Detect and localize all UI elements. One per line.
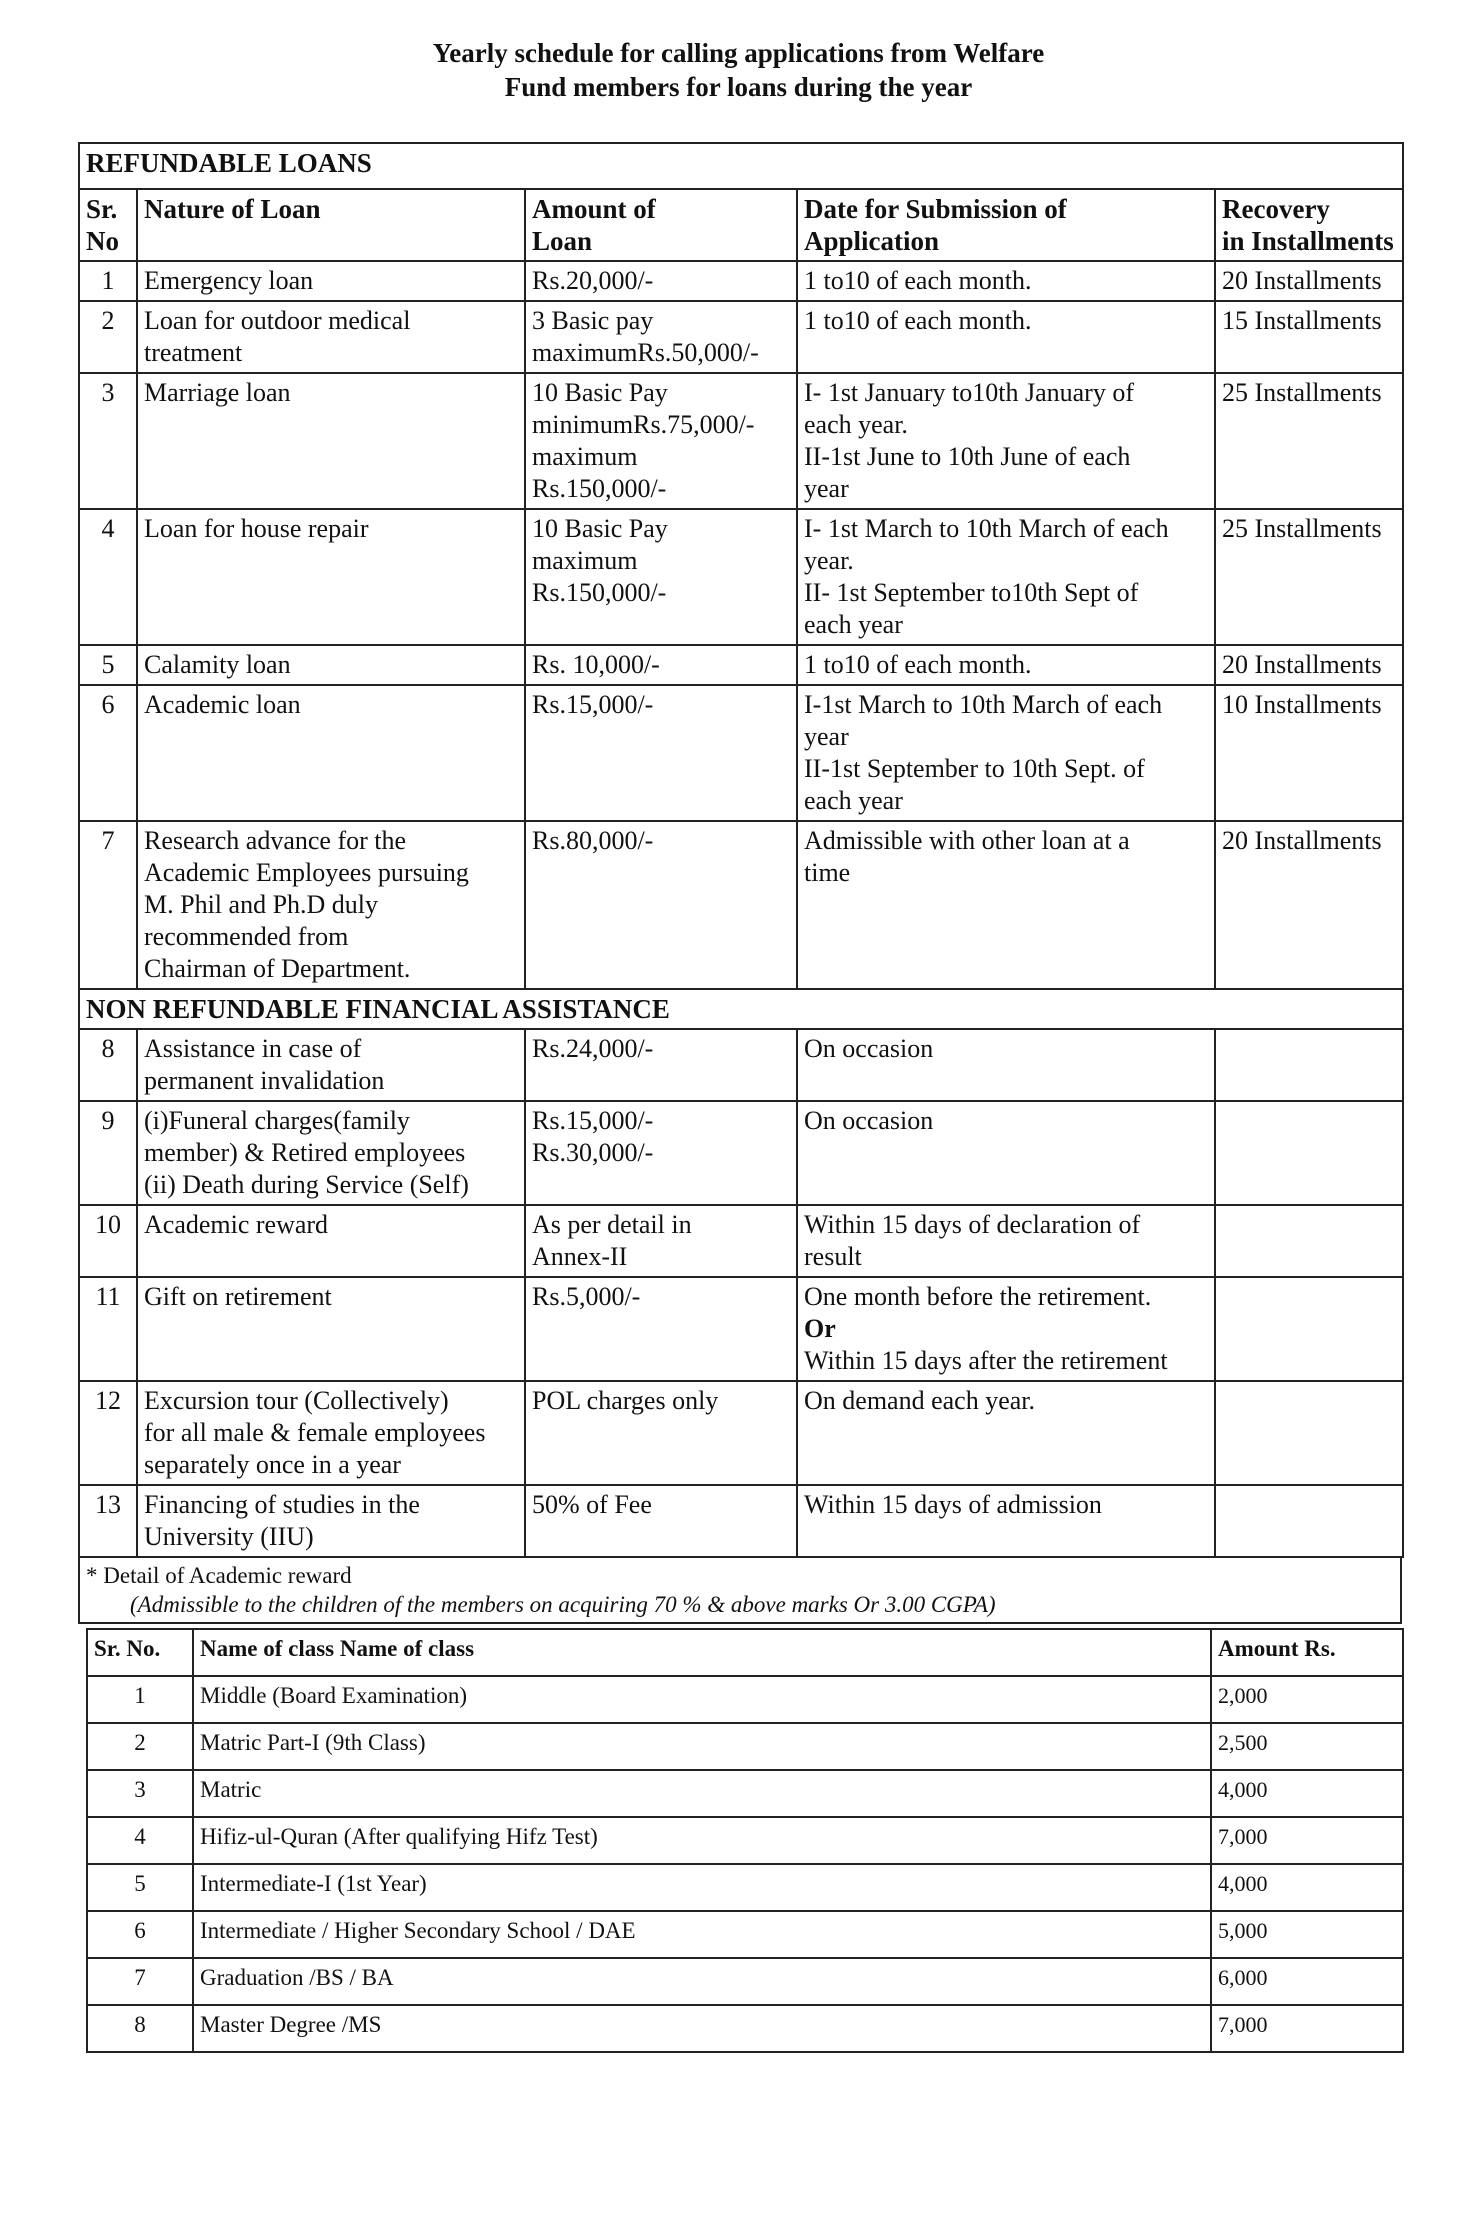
date-line: result (804, 1242, 862, 1271)
nature-line: Financing of studies in the (144, 1490, 420, 1519)
reward-amount-cell: 2,500 (1211, 1723, 1403, 1770)
loan-row (79, 261, 1403, 301)
amount-line: 50% of Fee (532, 1490, 652, 1519)
reward-sr-cell: 3 (87, 1770, 193, 1817)
nature-line: Loan for house repair (144, 514, 369, 543)
loans-table (78, 142, 1404, 1558)
date-line: each year. (804, 410, 908, 439)
reward-name-cell: Hifiz-ul-Quran (After qualifying Hifz Test) (193, 1817, 1211, 1864)
title-line-1: Yearly schedule for calling applications from Welfare (432, 38, 1045, 68)
amount-line: Rs.15,000/- (532, 1106, 654, 1135)
recovery-cell (1215, 1029, 1403, 1101)
date-line: year (804, 474, 849, 503)
date-cell (797, 1485, 1215, 1557)
date-line: 1 to10 of each month. (804, 650, 1032, 679)
date-cell (797, 301, 1215, 373)
date-line: Or (804, 1314, 836, 1343)
loan-row (79, 685, 1403, 821)
date-line: I-1st March to 10th March of each (804, 690, 1163, 719)
reward-amount-cell: 4,000 (1211, 1770, 1403, 1817)
nature-line: Assistance in case of (144, 1034, 362, 1063)
loans-header-row (79, 189, 1403, 261)
nature-cell (137, 1277, 525, 1381)
sr-cell: 8 (79, 1029, 137, 1101)
amount-cell (525, 1029, 797, 1101)
header-date-line: Date for Submission of (804, 194, 1067, 224)
amount-line: maximum (532, 442, 638, 471)
date-cell (797, 1205, 1215, 1277)
nature-cell (137, 1381, 525, 1485)
reward-note (79, 1557, 1401, 1623)
reward-amount-cell: 5,000 (1211, 1911, 1403, 1958)
date-cell (797, 261, 1215, 301)
date-cell (797, 1029, 1215, 1101)
reward-sr-cell: 2 (87, 1723, 193, 1770)
date-line: 1 to10 of each month. (804, 306, 1032, 335)
nature-line: member) & Retired employees (144, 1138, 466, 1167)
title-line-2: Fund members for loans during the year (504, 72, 973, 102)
reward-row (87, 1817, 1403, 1864)
amount-line: 10 Basic Pay (532, 378, 668, 407)
sr-cell: 5 (79, 645, 137, 685)
recovery-cell: 20 Installments (1215, 261, 1403, 301)
reward-row (87, 2005, 1403, 2052)
reward-row (87, 1770, 1403, 1817)
loan-row (79, 1101, 1403, 1205)
reward-name-cell: Intermediate / Higher Secondary School / DAE (193, 1911, 1211, 1958)
nature-cell (137, 1029, 525, 1101)
header-amount-line: Loan (532, 226, 593, 256)
nature-line: treatment (144, 338, 243, 367)
section-title-refundable: REFUNDABLE LOANS (79, 143, 1403, 189)
sr-cell: 6 (79, 685, 137, 821)
amount-cell (525, 1485, 797, 1557)
amount-line: Rs.20,000/- (532, 266, 654, 295)
reward-name-cell: Matric (193, 1770, 1211, 1817)
nature-cell (137, 821, 525, 989)
amount-line: POL charges only (532, 1386, 719, 1415)
nature-line: for all male & female employees (144, 1418, 486, 1447)
reward-sr-cell: 6 (87, 1911, 193, 1958)
date-line: II-1st September to 10th Sept. of (804, 754, 1145, 783)
nature-line: Marriage loan (144, 378, 291, 407)
date-cell (797, 509, 1215, 645)
reward-note-title: * Detail of Academic reward (86, 1563, 352, 1588)
amount-line: 10 Basic Pay (532, 514, 668, 543)
reward-sr-cell: 7 (87, 1958, 193, 2005)
section-title-non-refundable: NON REFUNDABLE FINANCIAL ASSISTANCE (79, 989, 1403, 1029)
recovery-cell: 20 Installments (1215, 645, 1403, 685)
nature-line: Academic Employees pursuing (144, 858, 469, 887)
reward-row (87, 1958, 1403, 2005)
recovery-cell: 15 Installments (1215, 301, 1403, 373)
nature-cell (137, 1485, 525, 1557)
nature-line: Academic loan (144, 690, 301, 719)
reward-row (87, 1864, 1403, 1911)
amount-cell (525, 373, 797, 509)
nature-line: separately once in a year (144, 1450, 401, 1479)
reward-amount-cell: 6,000 (1211, 1958, 1403, 2005)
section-row-non-refundable (79, 989, 1403, 1029)
reward-row (87, 1676, 1403, 1723)
reward-amount-cell: 4,000 (1211, 1864, 1403, 1911)
amount-cell (525, 509, 797, 645)
date-line: Within 15 days after the retirement (804, 1346, 1168, 1375)
sr-cell: 9 (79, 1101, 137, 1205)
header-recovery (1215, 189, 1403, 261)
sr-cell: 1 (79, 261, 137, 301)
amount-line: 3 Basic pay (532, 306, 654, 335)
amount-line: Rs.5,000/- (532, 1282, 641, 1311)
reward-amount-cell: 7,000 (1211, 1817, 1403, 1864)
date-line: Within 15 days of admission (804, 1490, 1102, 1519)
nature-cell (137, 509, 525, 645)
loan-row (79, 1205, 1403, 1277)
amount-line: Rs.24,000/- (532, 1034, 654, 1063)
loan-row (79, 1029, 1403, 1101)
reward-header-row (87, 1629, 1403, 1676)
loan-row (79, 509, 1403, 645)
nature-cell (137, 1101, 525, 1205)
reward-name-cell: Master Degree /MS (193, 2005, 1211, 2052)
nature-line: (ii) Death during Service (Self) (144, 1170, 469, 1199)
date-line: Admissible with other loan at a (804, 826, 1130, 855)
recovery-cell (1215, 1205, 1403, 1277)
sr-cell: 3 (79, 373, 137, 509)
nature-cell (137, 261, 525, 301)
amount-line: Rs.150,000/- (532, 474, 667, 503)
nature-cell (137, 1205, 525, 1277)
sr-cell: 11 (79, 1277, 137, 1381)
amount-cell (525, 1101, 797, 1205)
amount-line: Rs.30,000/- (532, 1138, 654, 1167)
loan-row (79, 1485, 1403, 1557)
nature-line: (i)Funeral charges(family (144, 1106, 410, 1135)
nature-line: Chairman of Department. (144, 954, 411, 983)
reward-name-cell: Intermediate-I (1st Year) (193, 1864, 1211, 1911)
reward-sr-cell: 4 (87, 1817, 193, 1864)
amount-cell (525, 1277, 797, 1381)
sr-cell: 10 (79, 1205, 137, 1277)
sr-cell: 7 (79, 821, 137, 989)
nature-line: Calamity loan (144, 650, 291, 679)
reward-sr-cell: 8 (87, 2005, 193, 2052)
nature-line: Academic reward (144, 1210, 329, 1239)
date-cell (797, 1277, 1215, 1381)
nature-cell (137, 301, 525, 373)
recovery-cell (1215, 1277, 1403, 1381)
nature-line: M. Phil and Ph.D duly (144, 890, 379, 919)
reward-sr-cell: 1 (87, 1676, 193, 1723)
date-line: One month before the retirement. (804, 1282, 1152, 1311)
reward-name-cell: Middle (Board Examination) (193, 1676, 1211, 1723)
date-line: time (804, 858, 851, 887)
loan-row (79, 301, 1403, 373)
reward-header-name: Name of class Name of class (193, 1629, 1211, 1676)
header-recovery-line: Recovery (1222, 194, 1330, 224)
sr-cell: 4 (79, 509, 137, 645)
amount-line: Annex-II (532, 1242, 628, 1271)
loan-row (79, 1277, 1403, 1381)
reward-name-cell: Graduation /BS / BA (193, 1958, 1211, 2005)
nature-line: Emergency loan (144, 266, 314, 295)
date-cell (797, 685, 1215, 821)
amount-line: Rs.80,000/- (532, 826, 654, 855)
amount-cell (525, 821, 797, 989)
header-sr (79, 189, 137, 261)
reward-row (87, 1723, 1403, 1770)
header-sr-line: No (86, 226, 119, 256)
header-amount (525, 189, 797, 261)
header-recovery-line: in Installments (1222, 226, 1394, 256)
date-line: On occasion (804, 1034, 934, 1063)
sr-cell: 13 (79, 1485, 137, 1557)
date-line: year (804, 722, 849, 751)
amount-line: As per detail in (532, 1210, 692, 1239)
date-line: year. (804, 546, 854, 575)
amount-cell (525, 261, 797, 301)
sr-cell: 2 (79, 301, 137, 373)
reward-header-sr: Sr. No. (87, 1629, 193, 1676)
nature-line: permanent invalidation (144, 1066, 385, 1095)
nature-line: recommended from (144, 922, 349, 951)
date-line: each year (804, 786, 903, 815)
loan-row (79, 821, 1403, 989)
amount-line: Rs.15,000/- (532, 690, 654, 719)
recovery-cell: 20 Installments (1215, 821, 1403, 989)
date-line: Within 15 days of declaration of (804, 1210, 1141, 1239)
academic-reward-table (86, 1628, 1404, 2053)
reward-amount-cell: 7,000 (1211, 2005, 1403, 2052)
nature-line: Excursion tour (Collectively) (144, 1386, 449, 1415)
nature-line: Loan for outdoor medical (144, 306, 411, 335)
reward-header-amount: Amount Rs. (1211, 1629, 1403, 1676)
date-cell (797, 645, 1215, 685)
amount-cell (525, 685, 797, 821)
date-cell (797, 373, 1215, 509)
header-date (797, 189, 1215, 261)
date-cell (797, 1101, 1215, 1205)
nature-cell (137, 685, 525, 821)
amount-line: Rs.150,000/- (532, 578, 667, 607)
reward-row (87, 1911, 1403, 1958)
amount-cell (525, 301, 797, 373)
nature-line: University (IIU) (144, 1522, 314, 1551)
recovery-cell: 25 Installments (1215, 509, 1403, 645)
header-date-line: Application (804, 226, 940, 256)
nature-cell (137, 373, 525, 509)
date-line: II- 1st September to10th Sept of (804, 578, 1139, 607)
amount-cell (525, 645, 797, 685)
reward-sr-cell: 5 (87, 1864, 193, 1911)
amount-line: minimumRs.75,000/- (532, 410, 755, 439)
loan-row (79, 645, 1403, 685)
header-sr-line: Sr. (86, 194, 118, 224)
reward-note-box (78, 1556, 1402, 1624)
date-cell (797, 1381, 1215, 1485)
amount-cell (525, 1381, 797, 1485)
header-nature: Nature of Loan (137, 189, 525, 261)
recovery-cell (1215, 1101, 1403, 1205)
loan-row (79, 1381, 1403, 1485)
amount-line: Rs. 10,000/- (532, 650, 660, 679)
amount-line: maximumRs.50,000/- (532, 338, 759, 367)
reward-note-condition: (Admissible to the children of the members on acquiring 70 % & above marks Or 3.00 CGPA) (130, 1592, 996, 1617)
date-line: II-1st June to 10th June of each (804, 442, 1131, 471)
date-line: each year (804, 610, 903, 639)
date-line: On occasion (804, 1106, 934, 1135)
date-line: I- 1st January to10th January of (804, 378, 1134, 407)
reward-name-cell: Matric Part-I (9th Class) (193, 1723, 1211, 1770)
nature-line: Research advance for the (144, 826, 407, 855)
nature-cell (137, 645, 525, 685)
amount-line: maximum (532, 546, 638, 575)
section-row-refundable (79, 143, 1403, 189)
sr-cell: 12 (79, 1381, 137, 1485)
reward-amount-cell: 2,000 (1211, 1676, 1403, 1723)
amount-cell (525, 1205, 797, 1277)
date-line: On demand each year. (804, 1386, 1036, 1415)
recovery-cell: 25 Installments (1215, 373, 1403, 509)
recovery-cell (1215, 1381, 1403, 1485)
recovery-cell (1215, 1485, 1403, 1557)
loan-row (79, 373, 1403, 509)
nature-line: Gift on retirement (144, 1282, 332, 1311)
date-line: I- 1st March to 10th March of each (804, 514, 1169, 543)
header-amount-line: Amount of (532, 194, 656, 224)
date-cell (797, 821, 1215, 989)
document-title (0, 36, 1477, 104)
recovery-cell: 10 Installments (1215, 685, 1403, 821)
date-line: 1 to10 of each month. (804, 266, 1032, 295)
